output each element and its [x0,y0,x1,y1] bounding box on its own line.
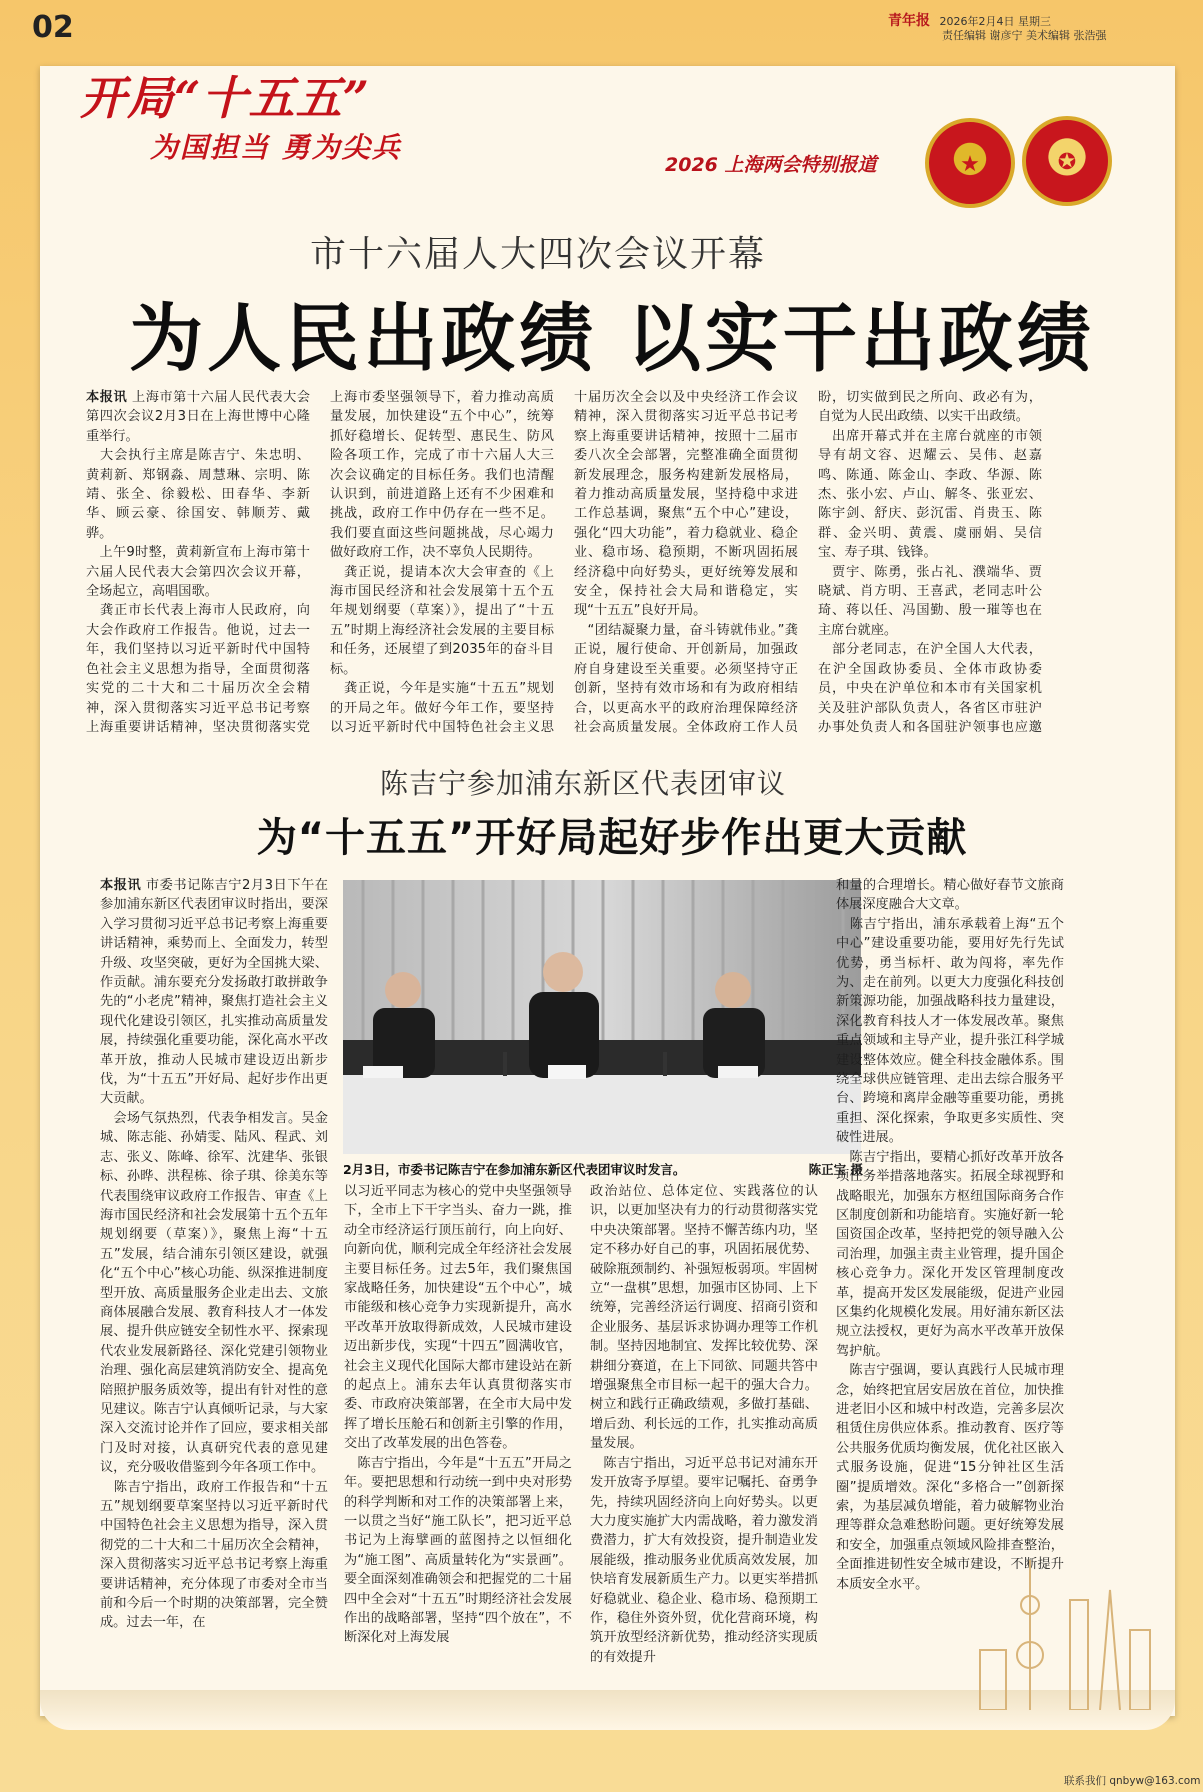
page-number: 02 [32,10,74,45]
article2-headline: 为“十五五”开好局起好步作出更大贡献 [256,815,968,861]
issue-date: 2026年2月4日 星期三 [939,15,1051,28]
editor-credits: 责任编辑 谢彦宁 美术编辑 张浩强 [942,29,1107,42]
skyline-illustration [960,1560,1170,1710]
article1-column-3: 十届历次全会以及中央经济工作会议精神，深入贯彻落实习近平总书记考察上海重要讲话精神，按照十二届市委八次全会部署，完整准确全面贯彻新发展理念，服务构建新发展格局，着力推动高质量发展，坚持稳中求进工作总基调，聚焦“五个中心”建设，强化“四大功能”，着力稳就业、稳企业、稳市场、稳预期，不断巩固拓展经济稳中向好势头，更好统筹发展和安全，保持社会大局和谐稳定，实现“十五五”良好开局。 “团结凝聚力量，奋斗铸就伟业。”龚正说，履行使命、开创新局，加强政府自身建设至关重要。必须坚持守正创新，坚持有效市场和有为政府相结合，以更高水平的政府治理保障经济社会高质量发展。全体政府工作人员 [574,390,798,735]
meeting-photo-illustration [343,880,861,1154]
article2-column-1: 本报讯 市委书记陈吉宁2月3日下午在参加浦东新区代表团审议时指出，要深入学习贯彻习近平总书记考察上海重要讲话精神，乘势而上、全面发力，转型升级、攻坚突破，更好为全国挑大梁、作贡献。浦东要充分发扬敢打敢拼敢争先的“小老虎”精神，聚焦打造社会主义现代化建设引领区，扎实推动高质量发展，持续强化重要功能，深化高水平改革开放，推动人民城市建设迈出新步伐，为“十五五”开好局、起好步作出更大贡献。 会场气氛热烈，代表争相发言。吴金城、陈志能、孙婧雯、陆风、程武、刘志、张义、陈峰、徐军、沈建华、张银标、孙晔、洪程栋、徐子琪、徐美东等代表围绕审议政府工作报告、审查《上海市国民经济和社会发展第十五个五年规划纲要（草案）》，聚焦上海“十五五”发展，结合浦东引领区建设，就强化“五个中心”核心功能、纵深推进制度型开放、高质量服务企业走出去、文旅商体展融合发展、教育科技人才一体发展、提升供应链安全韧性水平、探索现代农业发展新路径、深化党建引领物业治理、强化高层建筑消防安全、提高免陪照护服务质效等，提出有针对性的意见建议。陈吉宁认真倾听记录，与大家深入交流讨论并作了回应，要求相关部门及时对接，认真研究代表的意见建议，充分吸收借鉴到今年各项工作中。 陈吉宁指出，政府工作报告和“十五五”规划纲要草案坚持以习近平新时代中国特色社会主义思想为指导，深入贯彻党的二十大和二十届历次全会精神，深入贯彻落实习近平总书记考察上海重要讲话精神，充分体现了市委对全市当前和今后一个时期的决策部署，完全赞成。过去一年，在 [100,878,328,1631]
national-emblem-icon: ★ [925,118,1015,208]
article1-headline: 为人民出政绩 以实干出政绩 [129,296,1095,382]
series-title: 开局“十五五” [80,71,370,125]
paper-logo: 青年报 [888,13,930,29]
article1-column-2: 上海市委坚强领导下，着力推动高质量发展，加快建设“五个中心”，统筹抓好稳增长、促转型、惠民生、防风险各项工作，完成了市十六届人大三次会议确定的目标任务。我们也清醒认识到，前进道路上还有不少困难和挑战，政府工作中仍存在一些不足。我们要直面这些问题挑战，尽心竭力做好政府工作，决不辜负人民期待。 龚正说，提请本次大会审查的《上海市国民经济和社会发展第十五个五年规划纲要（草案）》，提出了“十五五”时期上海经济社会发展的主要目标和任务，还展望了到2035年的奋斗目标。 龚正说，今年是实施“十五五”规划的开局之年。做好今年工作，要坚持以习近平新时代中国特色社会主义思 [330,390,554,735]
photo-credit: 陈正宝 摄 [808,1162,863,1177]
news-photo [343,880,861,1154]
article1-column-1: 本报讯 上海市第十六届人民代表大会第四次会议2月3日在上海世博中心隆重举行。 大会执行主席是陈吉宁、朱忠明、黄莉新、郑钢淼、周慧琳、宗明、陈靖、张全、徐毅松、田春华、李新华、顾云豪、徐国安、韩顺芳、戴骅。 上午9时整，黄莉新宣布上海市第十六届人民代表大会第四次会议开幕，全场起立，高唱国歌。 龚正市长代表上海市人民政府，向大会作政府工作报告。他说，过去一年，我们坚持以习近平新时代中国特色社会主义思想为指导，全面贯彻落实党的二十大和二十届历次全会精神，深入贯彻落实习近平总书记考察上海重要讲话精神，坚决贯彻落实党 [86,390,310,735]
special-report-label: 2026 上海两会特别报道 [665,154,877,176]
article1-kicker: 市十六届人大四次会议开幕 [310,234,767,275]
article2-column-4: 和量的合理增长。精心做好春节文旅商体展深度融合大文章。 陈吉宁指出，浦东承载着上海“五个中心”建设重要功能，要用好先行先试优势，勇当标杆、敢为闯将，率先作为、走在前列。以更大力度强化科技创新策源功能，加强战略科技力量建设，深化教育科技人才一体发展改革。聚焦重点领域和主导产业，提升张江科学城建设整体效应。健全科技金融体系。围绕全球供应链管理、走出去综合服务平台、跨境和离岸金融等重要功能，勇挑重担、深化探索，争取更多实质性、突破性进展。 陈吉宁指出，要精心抓好改革开放各项任务举措落地落实。拓展全球视野和战略眼光，加强东方枢纽国际商务合作区制度创新和功能培育。实施好新一轮国资国企改革，坚持把党的领导融入公司治理，加强主责主业管理，提升国企核心竞争力。深化开发区管理制度改革，提高开发区发展能级，促进产业园区集约化规模化发展。用好浦东新区法规立法授权，更好为高水平改革开放保驾护航。 陈吉宁强调，要认真践行人民城市理念，始终把宜居安居放在首位，加快推进老旧小区和城中村改造，完善多层次租赁住房供应体系。推动教育、医疗等公共服务优质均衡发展，优化社区嵌入式服务设施，促进“15分钟社区生活圈”提质增效。深化“多格合一”创新探索，为基层减负增能，着力破解物业治理等群众急难愁盼问题。更好统筹发展和安全，加强重点领域风险排查整治，全面推进韧性安全城市建设，不断提升本质安全水平。 [836,878,1064,1592]
contact-email: 联系我们 qnbyw@163.com [1064,1775,1201,1787]
article1-column-4: 盼，切实做到民之所向、政必有为，自觉为人民出政绩、以实干出政绩。 出席开幕式并在主席台就座的市领导有胡文容、迟耀云、吴伟、赵嘉鸣、陈通、陈金山、李政、华源、陈杰、张小宏、卢山、解冬、张亚宏、陈宇剑、舒庆、彭沉雷、肖贵玉、陈群、金兴明、黄震、虞丽娟、吴信宝、寿子琪、钱锋。 贾宇、陈勇，张占礼、濮端华、贾晓斌、肖方明、王喜武，老同志叶公琦、蒋以任、冯国勤、殷一璀等也在主席台就座。 部分老同志，在沪全国人大代表，在沪全国政协委员、全体市政协委员，中央在沪单位和本市有关国家机关及驻沪部队负责人，各省区市驻沪办事处负责人和各国驻沪领事也应邀 [818,390,1042,735]
photo-caption [343,1160,863,1178]
cppcc-emblem-icon: ✪ [1022,116,1112,206]
series-subtitle: 为国担当 勇为尖兵 [150,131,402,164]
article2-column-2: 以习近平同志为核心的党中央坚强领导下，全市上下干字当头、奋力一跳，推动全市经济运行顶压前行，向上向好、向新向优，顺利完成全年经济社会发展主要目标任务。过去5年，我们聚焦国家战略任务，加快建设“五个中心”，城市能级和核心竞争力实现新提升，高水平改革开放取得新成效，人民城市建设迈出新步伐，实现“十四五”圆满收官，社会主义现代化国际大都市建设站在新的起点上。浦东去年认真贯彻落实市委、市政府决策部署，在全市大局中发挥了增长压舱石和创新主引擎的作用，交出了改革发展的出色答卷。 陈吉宁指出，今年是“十五五”开局之年。要把思想和行动统一到中央对形势的科学判断和对工作的决策部署上来，一以贯之当好“施工队长”，把习近平总书记为上海擘画的蓝图持之以恒细化为“施工图”、高质量转化为“实景画”。要全面深刻准确领会和把握党的二十届四中全会对“十五五”时期经济社会发展作出的战略部署，坚持“四个放在”，不断深化对上海发展 [344,1184,572,1646]
article2-column-3: 政治站位、总体定位、实践落位的认识，以更加坚决有力的行动贯彻落实党中央决策部署。坚持不懈苦练内功，坚定不移办好自己的事，巩固拓展优势、破除瓶颈制约、补强短板弱项。牢固树立“一盘棋”思想，加强市区协同、上下统筹，完善经济运行调度、招商引资和企业服务、基层诉求协调办理等工作机制。坚持因地制宜、发挥比较优势、深耕细分赛道，在上下同欲、同题共答中增强聚焦全市目标一起干的强大合力。树立和践行正确政绩观，多做打基础、增后劲、利长远的工作，扎实推动高质量发展。 陈吉宁指出，习近平总书记对浦东开发开放寄予厚望。要牢记嘱托、奋勇争先，持续巩固经济向上向好势头。以更大力度实施扩大内需战略，着力激发消费潜力，扩大有效投资，提升制造业发展能级，推动服务业优质高效发展，加快培育发展新质生产力。以更实举措抓好稳就业、稳企业、稳市场、稳预期工作，稳住外资外贸，优化营商环境，构筑开放型经济新优势，推动经济实现质的有效提升 [590,1184,818,1665]
article2-kicker: 陈吉宁参加浦东新区代表团审议 [380,767,787,800]
photo-caption-text: 2月3日，市委书记陈吉宁在参加浦东新区代表团审议时发言。 [343,1162,686,1177]
masthead [888,14,1107,43]
